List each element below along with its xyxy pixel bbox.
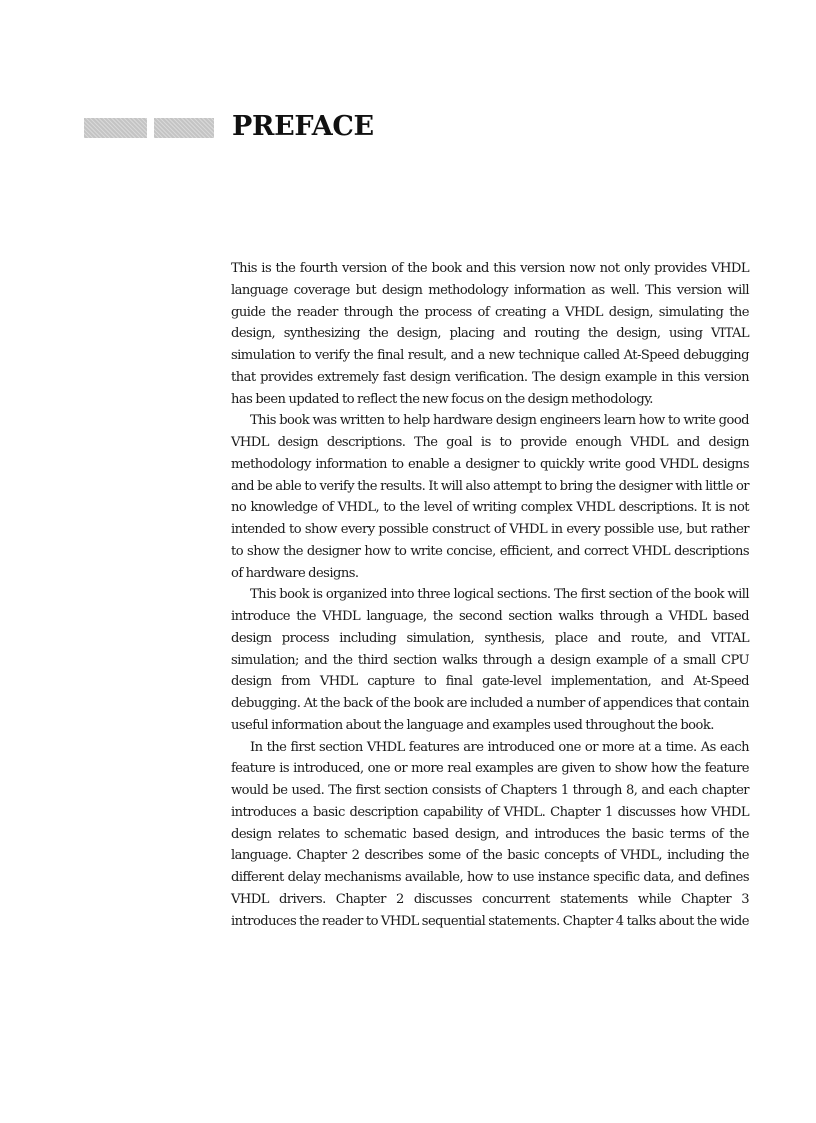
paragraph: This book was written to help hardware design engineers learn how to write good VHDL design descriptions. The goal is to provide enough VHDL and design methodology information to enable a designer to quickly write good VHDL designs and be able to verify the results. It will also attempt to bring the designer with little or no knowledge of VHDL, to the level of writing complex VHDL descriptions. It is not intended to show every possible construct of VHDL in every possible use, but rather to show the designer how to write concise, efficient, and correct VHDL descriptions of hardware designs. — [231, 413, 749, 581]
header-decoration-bar — [84, 118, 147, 138]
paragraph: This is the fourth version of the book and this version now not only provides VHDL language coverage but design methodology information as well. This version will guide the reader through the process of creating a VHDL design, simulating the design, synthesizing the design, placing and routing the design, using VITAL simulation to verify the final result, and a new technique called At-Speed debugging that provides extremely fast design verification. The design example in this version has been updated to reflect the new focus on the design methodology. — [231, 261, 749, 407]
paragraph: This book is organized into three logical sections. The first section of the book will introduce the VHDL language, the second section walks through a VHDL based design process including simulation, synthesis, place and route, and VITAL simulation; and the third section walks through a design example of a small CPU design from VHDL capture to final gate-level implementation, and At-Speed debugging. At the back of the book are included a number of appendices that contain useful information about the language and examples used throughout the book. — [231, 587, 749, 733]
page-title: PREFACE — [232, 111, 374, 142]
header-decoration-bar — [154, 118, 214, 138]
body-text — [231, 258, 749, 932]
paragraph: In the first section VHDL features are introduced one or more at a time. As each feature is introduced, one or more real examples are given to show how the feature would be used. The first section consists of Chapters 1 through 8, and each chapter introduces a basic description capability of VHDL. Chapter 1 discusses how VHDL design relates to schematic based design, and introduces the basic terms of the language. Chapter 2 describes some of the basic concepts of VHDL, including the different delay mechanisms available, how to use instance specific data, and defines VHDL drivers. Chapter 2 discusses concurrent statements while Chapter 3 introduces the reader to VHDL sequential statements. Chapter 4 talks about the wide — [231, 739, 749, 929]
